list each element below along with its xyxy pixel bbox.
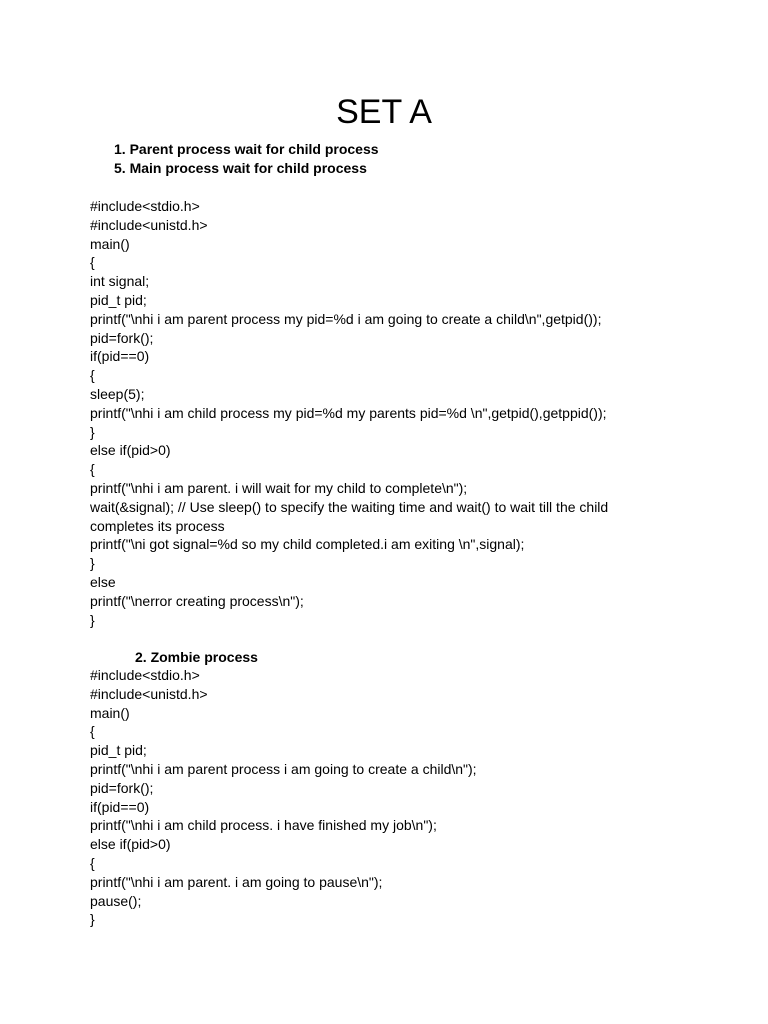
code-line: pid_t pid; — [90, 291, 147, 308]
page-title: SET A — [336, 93, 432, 131]
code-line: printf("\nhi i am parent. i am going to pause\n"); — [90, 873, 383, 890]
code-block-zombie — [90, 666, 620, 929]
code-line: int signal; — [90, 273, 150, 290]
code-line: if(pid==0) — [90, 348, 150, 365]
code-line: printf("\nhi i am parent. i will wait for my child to complete\n"); — [90, 479, 468, 496]
code-line: pid=fork(); — [90, 779, 154, 796]
code-line: #include<unistd.h> — [90, 685, 208, 702]
code-line: #include<stdio.h> — [90, 667, 200, 683]
code-line: } — [90, 911, 95, 928]
code-line: #include<stdio.h> — [90, 198, 200, 214]
code-line: else if(pid>0) — [90, 836, 171, 853]
code-line: if(pid==0) — [90, 798, 150, 815]
code-line: printf("\nhi i am parent process my pid=%d i am going to create a child\n",getpid()); — [90, 310, 602, 327]
code-line: printf("\ni got signal=%d so my child completed.i am exiting \n",signal); — [90, 536, 525, 553]
code-line: printf("\nhi i am child process my pid=%d my parents pid=%d \n",getpid(),getppid()); — [90, 404, 607, 421]
code-line: } — [90, 611, 95, 628]
code-line: main() — [90, 235, 130, 252]
code-line: wait(&signal); // Use sleep() to specify the waiting time and wait() to wait till the child completes its process — [90, 498, 613, 534]
code-line: { — [90, 854, 95, 871]
code-line: { — [90, 254, 95, 271]
code-line: printf("\nhi i am parent process i am going to create a child\n"); — [90, 760, 477, 777]
code-line: pid_t pid; — [90, 742, 147, 759]
code-line: } — [90, 423, 95, 440]
heading-zombie-process: 2. Zombie process — [135, 649, 258, 665]
code-line: pause(); — [90, 892, 142, 909]
code-line: { — [90, 461, 95, 478]
code-line: printf("\nhi i am child process. i have finished my job\n"); — [90, 817, 437, 834]
code-line: printf("\nerror creating process\n"); — [90, 592, 304, 609]
code-line: else — [90, 573, 116, 590]
code-line: main() — [90, 704, 130, 721]
heading-parent-wait: 1. Parent process wait for child process — [114, 141, 379, 157]
code-line: #include<unistd.h> — [90, 216, 208, 233]
heading-main-wait: 5. Main process wait for child process — [114, 160, 367, 176]
code-line: { — [90, 367, 95, 384]
code-line: else if(pid>0) — [90, 442, 171, 459]
code-line: sleep(5); — [90, 385, 145, 402]
code-line: pid=fork(); — [90, 329, 154, 346]
code-block-parent-wait — [90, 197, 620, 629]
code-line: { — [90, 723, 95, 740]
code-line: } — [90, 555, 95, 572]
